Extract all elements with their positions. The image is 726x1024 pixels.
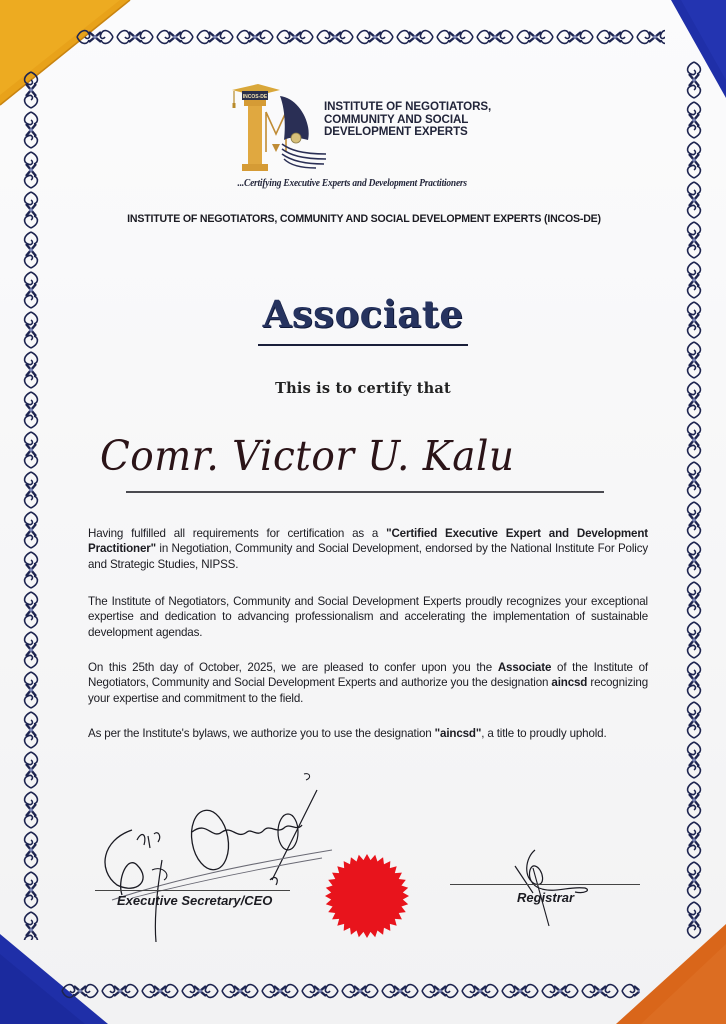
text-span: recognizing your expertise and commitment to the field. [88, 676, 648, 705]
paragraph-bylaws [88, 726, 648, 741]
ornamental-border-right [683, 60, 705, 940]
logo-badge-text: INCOS-DE [242, 94, 268, 100]
ceo-signature-label: Executive Secretary/CEO [117, 893, 273, 908]
designation-bold: aincsd [551, 676, 588, 690]
logo-name-line: COMMUNITY AND SOCIAL [324, 112, 469, 126]
paragraph-recognition: The Institute of Negotiators, Community and Social Development Experts proudly recognizes your exceptional expertise and dedication to advancing professionalism and accelerating the implementation of sustainable development agendas. [88, 595, 648, 639]
red-seal [324, 853, 410, 939]
associate-bold: Associate [497, 661, 552, 674]
registrar-signature [505, 848, 605, 928]
registrar-signature-line [450, 884, 640, 885]
corner-ribbon-top-right [616, 0, 726, 100]
certify-line: This is to certify that [275, 380, 451, 397]
text-span: in Negotiation, Community and Social Development, endorsed by the National Institute For Policy and Strategic Studies, NIPSS. [88, 542, 648, 571]
ceo-signature-line [95, 890, 290, 891]
logo-name-line: DEVELOPMENT EXPERTS [324, 125, 468, 139]
logo-emblem [228, 82, 328, 178]
text-span: , a title to proudly uphold. [481, 727, 607, 740]
organization-heading: INSTITUTE OF NEGOTIATORS, COMMUNITY AND SOCIAL DEVELOPMENT EXPERTS (INCOS-DE) [127, 213, 601, 225]
text-span: Having fulfilled all requirements for certification as a [88, 527, 387, 540]
designation-bold: "aincsd" [434, 727, 482, 740]
logo-tagline: ...Certifying Executive Experts and Development Practitioners [237, 178, 467, 189]
logo-name-line: INSTITUTE OF NEGOTIATORS, [324, 100, 492, 113]
title-underline [258, 344, 468, 346]
recipient-name: Comr. Victor U. Kalu [100, 432, 515, 480]
text-span: of the Institute of Negotiators, Community and Social Development Experts and authorize you the designation [88, 661, 648, 690]
corner-ribbon-bottom-right [616, 914, 726, 1024]
text-span: As per the Institute's bylaws, we authorize you to use the designation [88, 727, 435, 740]
text-span: On this 25th day of October, 2025, we are pleased to confer upon you the [88, 661, 498, 674]
ceo-signature [92, 770, 342, 950]
certification-title-bold: "Certified Executive Expert and Development Practitioner" [88, 527, 648, 556]
recipient-underline [126, 491, 604, 493]
ornamental-border-bottom [60, 980, 640, 1002]
institute-logo [228, 82, 498, 194]
registrar-signature-label: Registrar [517, 890, 575, 905]
certificate-title: Associate [262, 292, 464, 336]
ornamental-border-left [20, 70, 42, 940]
paragraph-certification [88, 526, 648, 572]
paragraph-conferment [88, 660, 648, 706]
logo-institute-name [324, 101, 504, 139]
ornamental-border-top [75, 26, 665, 48]
